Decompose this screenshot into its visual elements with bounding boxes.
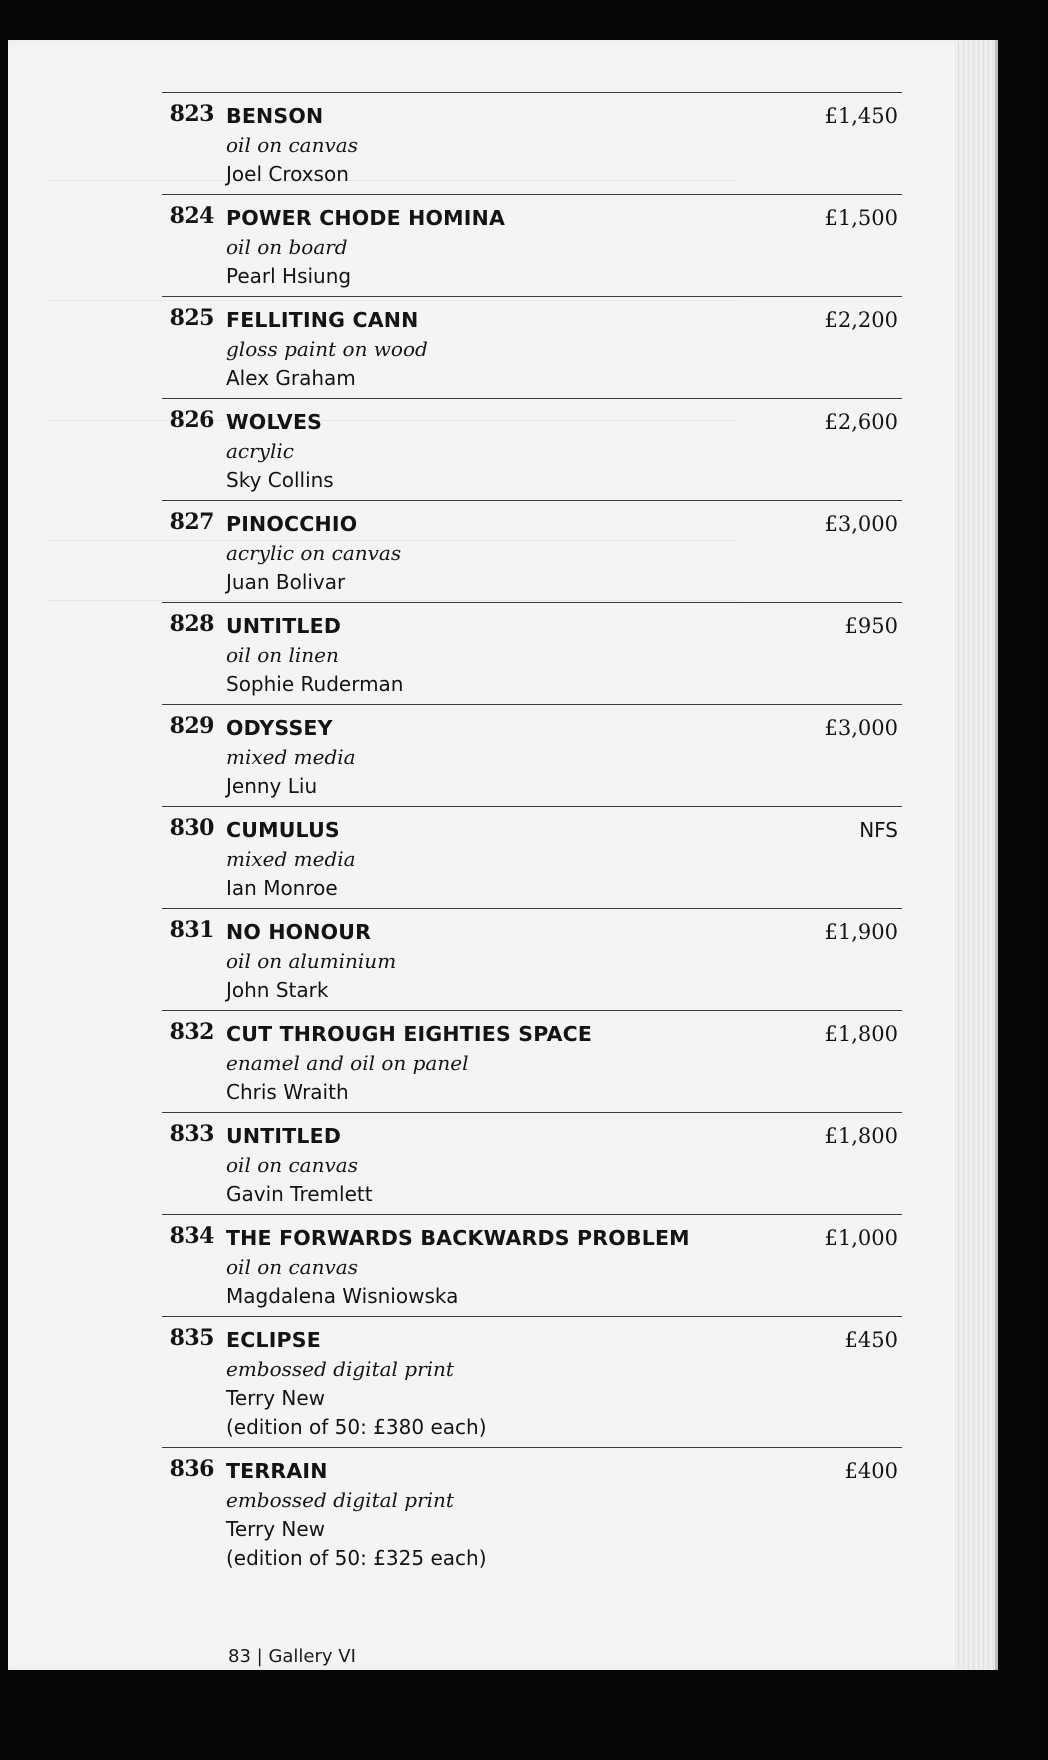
artist-name: Ian Monroe: [226, 876, 338, 900]
catalogue-entry: [162, 704, 902, 806]
entry-details: [226, 305, 766, 393]
artwork-title: NO HONOUR: [226, 920, 372, 944]
section-name: Gallery VI: [268, 1646, 356, 1667]
lot-number: 836: [169, 1456, 214, 1482]
artwork-price: £1,500: [824, 206, 898, 230]
entry-details: [226, 1019, 766, 1107]
artwork-title: POWER CHODE HOMINA: [226, 206, 506, 230]
catalogue-entry: [162, 1112, 902, 1214]
page-number: 83: [228, 1646, 251, 1667]
catalogue-entry: [162, 296, 902, 398]
edition-info: (edition of 50: £380 each): [226, 1415, 487, 1439]
artist-name: Gavin Tremlett: [226, 1182, 373, 1206]
entry-details: [226, 101, 766, 189]
artwork-price: £1,900: [824, 920, 898, 944]
artwork-title: ODYSSEY: [226, 716, 333, 740]
catalogue-entry: [162, 92, 902, 194]
artist-name: Sky Collins: [226, 468, 334, 492]
artist-name: Magdalena Wisniowska: [226, 1284, 459, 1308]
entry-details: [226, 1456, 766, 1573]
artist-name: Juan Bolivar: [226, 570, 346, 594]
lot-number: 834: [169, 1223, 214, 1249]
artwork-price: £2,600: [824, 410, 898, 434]
catalogue-entry: [162, 500, 902, 602]
lot-number: 824: [169, 203, 214, 229]
artwork-medium: oil on canvas: [226, 133, 358, 157]
catalogue-entry: [162, 806, 902, 908]
artwork-medium: mixed media: [226, 847, 356, 871]
catalogue-entry: [162, 908, 902, 1010]
entry-details: [226, 203, 766, 291]
artwork-medium: oil on aluminium: [226, 949, 397, 973]
artist-name: Jenny Liu: [226, 774, 318, 798]
lot-number: 831: [169, 917, 214, 943]
entry-details: [226, 509, 766, 597]
page-footer: [228, 1646, 356, 1667]
artwork-medium: oil on canvas: [226, 1153, 358, 1177]
artist-name: Chris Wraith: [226, 1080, 349, 1104]
artwork-price: £950: [844, 614, 898, 638]
entry-details: [226, 407, 766, 495]
artwork-medium: gloss paint on wood: [226, 337, 428, 361]
artwork-price: £450: [844, 1328, 898, 1352]
catalogue-entry: [162, 1316, 902, 1447]
artwork-medium: enamel and oil on panel: [226, 1051, 469, 1075]
page-stack-shadow: [995, 40, 998, 1670]
artist-name: John Stark: [226, 978, 329, 1002]
entry-details: [226, 611, 766, 699]
entry-details: [226, 815, 766, 903]
lot-number: 829: [169, 713, 214, 739]
artwork-title: WOLVES: [226, 410, 323, 434]
lot-number: 827: [169, 509, 214, 535]
artwork-price: £1,800: [824, 1022, 898, 1046]
entry-details: [226, 1223, 766, 1311]
artwork-price: £3,000: [824, 512, 898, 536]
lot-number: 828: [169, 611, 214, 637]
edition-info: (edition of 50: £325 each): [226, 1546, 487, 1570]
artwork-title: FELLITING CANN: [226, 308, 419, 332]
artwork-medium: embossed digital print: [226, 1488, 454, 1512]
artwork-title: ECLIPSE: [226, 1328, 321, 1352]
artwork-title: THE FORWARDS BACKWARDS PROBLEM: [226, 1226, 690, 1250]
artwork-price: £400: [844, 1459, 898, 1483]
lot-number: 830: [169, 815, 214, 841]
artwork-title: UNTITLED: [226, 614, 342, 638]
artist-name: Joel Croxson: [226, 162, 349, 186]
catalogue-entry: [162, 194, 902, 296]
artwork-medium: acrylic: [226, 439, 294, 463]
artist-name: Alex Graham: [226, 366, 356, 390]
artwork-medium: embossed digital print: [226, 1357, 454, 1381]
lot-number: 835: [169, 1325, 214, 1351]
artwork-title: BENSON: [226, 104, 324, 128]
catalogue-list: [162, 92, 902, 1578]
lot-number: 833: [169, 1121, 214, 1147]
artwork-medium: acrylic on canvas: [226, 541, 402, 565]
artwork-medium: oil on board: [226, 235, 348, 259]
lot-number: 826: [169, 407, 214, 433]
artwork-medium: oil on canvas: [226, 1255, 358, 1279]
artwork-medium: oil on linen: [226, 643, 339, 667]
artwork-title: CUMULUS: [226, 818, 340, 842]
catalogue-entry: [162, 1214, 902, 1316]
artwork-price: £1,000: [824, 1226, 898, 1250]
lot-number: 823: [169, 101, 214, 127]
lot-number: 832: [169, 1019, 214, 1045]
artwork-price: NFS: [859, 818, 898, 842]
artwork-medium: mixed media: [226, 745, 356, 769]
entry-details: [226, 917, 766, 1005]
lot-number: 825: [169, 305, 214, 331]
artist-name: Pearl Hsiung: [226, 264, 352, 288]
artwork-price: £1,800: [824, 1124, 898, 1148]
catalogue-entry: [162, 398, 902, 500]
catalogue-entry: [162, 1447, 902, 1578]
artwork-price: £1,450: [824, 104, 898, 128]
page-stack-edge: [955, 40, 995, 1670]
entry-details: [226, 713, 766, 801]
artist-name: Sophie Ruderman: [226, 672, 404, 696]
artwork-title: TERRAIN: [226, 1459, 328, 1483]
catalogue-entry: [162, 602, 902, 704]
artwork-price: £3,000: [824, 716, 898, 740]
artwork-title: CUT THROUGH EIGHTIES SPACE: [226, 1022, 593, 1046]
artist-name: Terry New: [226, 1386, 326, 1410]
artwork-price: £2,200: [824, 308, 898, 332]
artist-name: Terry New: [226, 1517, 326, 1541]
catalogue-entry: [162, 1010, 902, 1112]
entry-details: [226, 1121, 766, 1209]
entry-details: [226, 1325, 766, 1442]
artwork-title: PINOCCHIO: [226, 512, 358, 536]
footer-separator: |: [256, 1646, 263, 1667]
artwork-title: UNTITLED: [226, 1124, 342, 1148]
